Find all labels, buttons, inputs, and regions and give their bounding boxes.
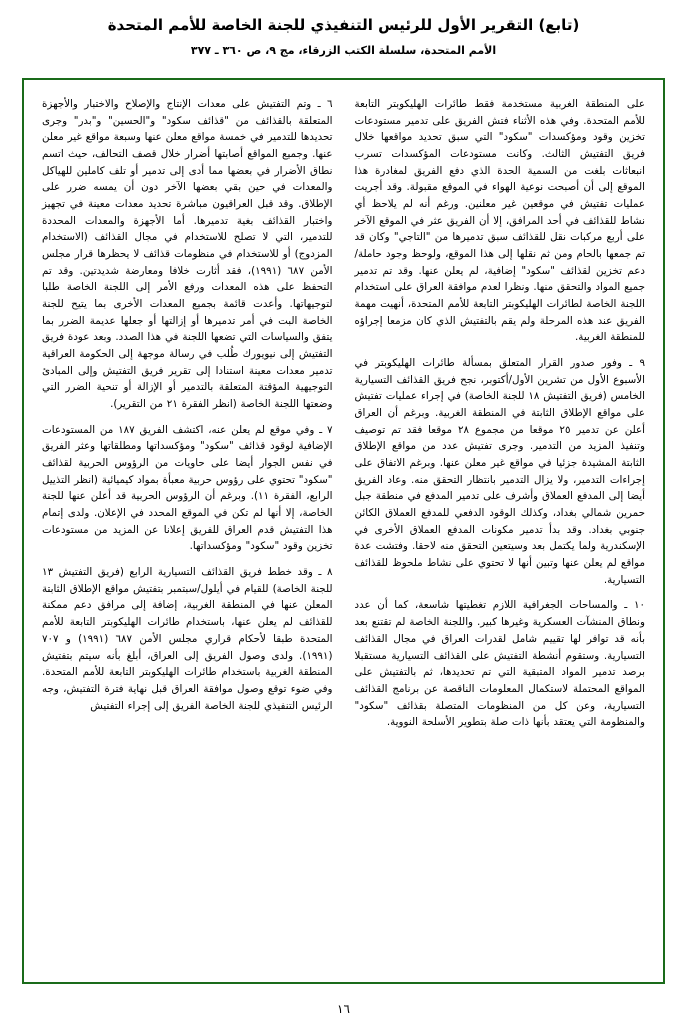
content-frame-border xyxy=(22,78,665,984)
paragraph: ٨ ـ وقد خطط فريق القذائف التسيارية الرابع (فريق التفتيش ١٣ للجنة الخاصة) للقيام في أيلول/سبتمبر بتفتيش مواقع الإطلاق الثابتة المعلن عنها في المنطقة الغربية، إضافة إلى مرافق دعم ممكنة للقذائف لم يعلن عنها، باستخدام طائرات الهليكوبتر التابعة للأمم المتحدة طبقا لأحكام قراري مجلس الأمن ٦٨٧ (١٩٩١) و ٧٠٧ (١٩٩١). ولدى وصول الفريق إلى العراق، أبلغ بأنه سيتم بتفتيش المنطقة الغربية باستخدام طائرات الهليكوبتر التابعة للأمم المتحدة. وفي ضوء توقع وصول موافقة العراق قبل نهاية فترة التفتيش، وجه الرئيس التنفيذي للجنة الخاصة الفريق إلى إجراء التفتيش xyxy=(42,566,333,712)
paragraph: ١٠ ـ والمساحات الجغرافية اللازم تغطيتها شاسعة، كما أن عدد ونطاق المنشآت العسكرية وغيرها كبير. واللجنة الخاصة لم تقتنع بعد بأنه قد توافر لها تقييم شامل لقدرات العراق في مجال القذائف التسيارية. وستقوم أنشطة التفتيش على القذائف التسيارية مستقبلا برصد تدمير المواد المتبقية التي تم تحديدها، ثم بالتفتيش على المواقع المحتملة لاستكمال المعلومات الناقصة عن برنامج القذائف التسيارية، وعن كل من المنظومات المتصلة بقذائف "سكود" والمنظومة التي يعتقد بأنها ذات صلة بتطوير الأسلحة النووية. xyxy=(354,599,645,729)
document-header xyxy=(0,0,687,58)
two-column-layout xyxy=(42,96,645,972)
page-title: (تابع) التقرير الأول للرئيس التنفيذي للجنة الخاصة للأمم المتحدة xyxy=(107,16,580,34)
paragraph: ٩ ـ وفور صدور القرار المتعلق بمسألة طائرات الهليكوبتر في الأسبوع الأول من تشرين الأول/أكتوبر، نجح فريق القذائف التسيارية الخامس (فريق التفتيش ١٨ للجنة الخاصة) في إجراء عمليات تفتيش على مواقع الإطلاق الثابتة في المنطقة الغربية. وبرغم أن العراق أعلن عن تدمير ٢٥ موقعا من مجموع ٢٨ موقعا فقد تم توصيف وتنفيذ المزيد من التدمير. وجرى تفتيش عدد من مواقع الإطلاق الثابتة المشيدة جزئيا في مواقع غير معلن عنها. وبرغم الاتفاق على إجراءات التدمير، ولا يزال التدمير بانتظار التحقق منه. وعاد الفريق أيضا إلى المدفع العملاق وأشرف على تدمير المدفع في منطقة جبل حمرين شمالي بغداد، وكذلك الوقود الدفعي للمدفع العملاق الكائن جنوبي بغداد. وقد بدأ تدمير مكونات المدفع العملاق الأخرى في الإسكندرية ولما يكتمل بعد وسيتعين التحقق منه لاحقا. وفتشت عدة مواقع لم يعلن عنها وتبين أنها لا تحتوي على نشاط ملحوظ للقذائف التسيارية. xyxy=(354,357,646,586)
column-right xyxy=(42,96,333,972)
paragraph: ٦ ـ وتم التفتيش على معدات الإنتاج والإصلاح والاختبار والأجهزة المتعلقة بالقذائف من "قذائف سكود" و"الحسين" و"بدر" وجرى تحديدها للتدمير في خمسة مواقع معلن عنها وسبعة مواقع غير معلن عنها. وجميع المواقع أصابتها أضرار خلال قصف التحالف، حيث اتسم نطاق الأضرار في بعضها مما أدى إلى تدمير أو تلف كاملين للهياكل والمعدات في حين بقي بعضها الآخر دون أن يمسه ضرر على الإطلاق. وقد قبل العراقيون مباشرة تحديد معدات معينة في تجهيز واختبار القذائف بغية تدميرها. أما الأجهزة والمعدات المحددة للتدمير، التي لا تصلح للاستخدام في مجال القذائف (الاستخدام المزدوج) أو للاستخدام في منظومات قذائف لا يحظرها قرار مجلس الأمن ٦٨٧ (١٩٩١)، فقد أثارت خلافا ومعارضة شديدتين. وقد تم التحفظ على هذه المعدات ورفع الأمر إلى اللجنة الخاصة طلبا لتوجيهاتها. وأعدت قائمة بجميع المعدات الأخرى بما يتيح للجنة الخاصة البت في أمر تدميرها أو إزالتها أو جعلها عديمة الضرر بما يتفق والسياسات التي تضعها اللجنة في هذا الصدد. وبعد عودة فريق التفتيش إلى نيويورك طُلب في رسالة موجهة إلى الحكومة العراقية تدمير معدات معينة استنادا إلى تقرير فريق التفتيش وإلى المبادئ التوجيهية المؤقتة المتعلقة بالتدمير أو الإزالة أو تنحية الضرر التي وضعتها اللجنة الخاصة (انظر الفقرة ٢١ من التقرير). xyxy=(42,98,333,411)
column-left xyxy=(355,96,646,972)
paragraph: على المنطقة الغربية مستخدمة فقط طائرات الهليكوبتر التابعة للأمم المتحدة. وفي هذه الأثناء فتش الفريق على تدمير مستودعات تخزين وقود ومؤكسدات "سكود" التي سبق تحديد مواقعها خلال فريق التفتيش الثالث. وكانت مستودعات المؤكسدات تسرب انبعاثات بلغت من السمية الحدة الذي دفع الفريق لمغادرة هذا الموقع إلى أن أصبحت نوعية الهواء في الموقع مقبولة. وقد أجريت عمليات تفتيش في موقعين غير معلنين. ورغم أنه لم يلاحظ أي نشاط للقذائف في أحد المرافق، إلا أن الفريق عثر في الموقع الآخر على أربع مركبات نقل للقذائف سبق تدميرها من "التاجي" وكان قد تم جمعها بالحام ومن ثم نقلها إلى هذا الموقع، ولوحظ وجود حاملة/دعم تخزين لقذائف "سكود" إضافية، لم يعلن عنها. وقد تم تدمير جميع المواد والتحقق منها. ونظرا لعدم موافقة العراق على استخدام اللجنة الخاصة لطائرات الهليكوبتر التابعة للأمم المتحدة، أنهيت مهمة الفريق عند هذه المرحلة ولم يقم بالتفتيش الذي كان مزمعا إجراؤه للمنطقة الغربية. xyxy=(354,98,645,344)
paragraph: ٧ ـ وفي موقع لم يعلن عنه، اكتشف الفريق ١٨٧ من المستودعات الإضافية لوقود قذائف "سكود" ومؤكسداتها ومطلقاتها وعثر الفريق في نفس الجوار أيضا على حاويات من الرؤوس الحربية لقذائف "سكود" تحتوي على رؤوس حربية معبأة بمواد كيميائية (انظر التذييل الرابع، الفقرة ١١). وبرغم أن الرؤوس الحربية قد أعلن عنها للجنة الخاصة، إلا أنها لم تكن في الموقع المحدد في الإعلان. ولدى إتمام هذا التفتيش قدم العراق للفريق إعلانا عن المزيد من مستودعات تخزين وقود "سكود" ومؤكسداتها. xyxy=(42,423,333,553)
page-number: ١٦ xyxy=(337,1002,350,1016)
content-frame xyxy=(24,80,663,982)
page-subtitle: الأمم المتحدة، سلسلة الكتب الزرقاء، مج ٩، ص ٣٦٠ ـ ٣٧٧ xyxy=(190,43,497,57)
